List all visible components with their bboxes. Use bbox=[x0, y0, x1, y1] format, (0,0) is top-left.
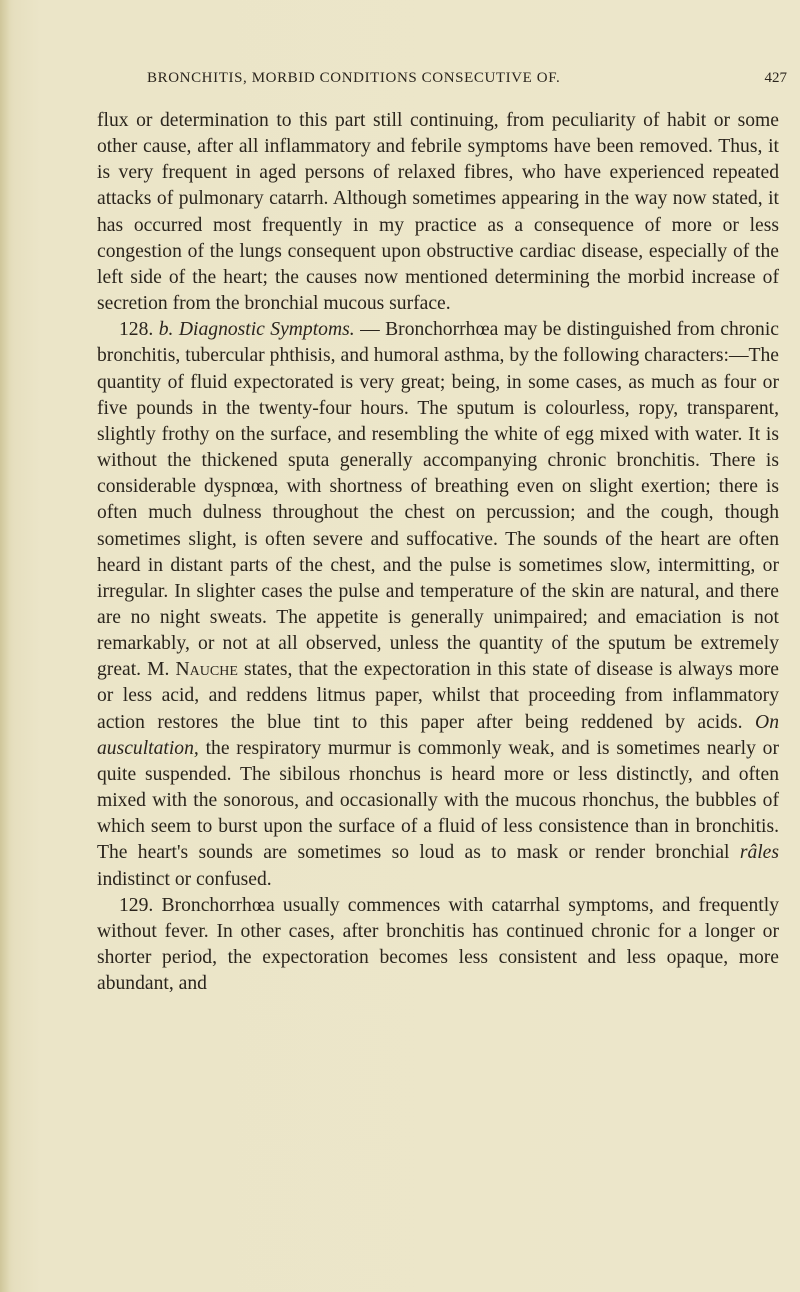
paragraph-129 bbox=[97, 893, 779, 998]
body-text bbox=[97, 108, 779, 997]
section-number: 128. bbox=[119, 319, 154, 341]
author-name: Nauche bbox=[175, 659, 238, 681]
author-prefix: M. bbox=[147, 659, 170, 681]
section-heading: Diagnostic Symptoms. bbox=[178, 319, 355, 341]
paragraph-text: — Bronchorrhœa may be distinguished from chronic bronchitis, tubercular phthisis, and humoral asthma, by the following characters:—The quantity of fluid expectorated is very great; being, in some cases, as much as four or five pounds in the twenty-four hours. The sputum is colourless, ropy, transparent, slightly frothy on the surface, and resembling the white of egg mixed with water. It is without the thickened sputa generally accompanying chronic bronchitis. There is considerable dyspnœa, with shortness of breathing even on slight exertion; there is often much dulness throughout the chest on percussion; and the cough, though sometimes slight, is often severe and suffocative. The sounds of the heart are often heard in distant parts of the chest, and the pulse is sometimes slow, intermitting, or irregular. In slighter cases the pulse and temperature of the skin are natural, and there are no night sweats. The appetite is generally unimpaired; and emaciation is not remarkably, or not at all observed, unless the quantity of the sputum be extremely great. bbox=[97, 319, 779, 681]
paragraph-128 bbox=[97, 317, 779, 892]
page-gutter bbox=[0, 0, 10, 1292]
paragraph-text: the respiratory murmur is commonly weak, and is sometimes nearly or quite suspended. The sibilous rhonchus is heard more or less distinctly, and often mixed with the sonorous, and occasionally with the mucous rhonchus, the bubbles of which seem to burst upon the surface of a fluid of less consistence than in bronchitis. The heart's sounds are sometimes so loud as to mask or render bronchial bbox=[97, 737, 779, 864]
page-header bbox=[147, 70, 787, 94]
running-head: BRONCHITIS, MORBID CONDITIONS CONSECUTIVE OF. bbox=[147, 70, 561, 86]
auscultation-heading: On auscultation, bbox=[97, 711, 779, 759]
paragraph-text: states, that the expectoration in this state of disease is always more or less acid, and reddens litmus paper, whilst that proceeding from inflammatory action restores the blue tint to this paper after being reddened by acids. bbox=[97, 659, 780, 733]
paragraph-text: Bronchorrhœa usually commences with catarrhal symptoms, and frequently without fever. In other cases, after bronchitis has continued chronic for a longer or shorter period, the expectoration becomes less consistent and less opaque, more abundant, and bbox=[97, 894, 779, 995]
paragraph-continued: flux or determination to this part still continuing, from peculiarity of habit or some other cause, after all inflammatory and febrile symptoms have been removed. Thus, it is very frequent in aged persons of relaxed fibres, who have experienced repeated attacks of pulmonary catarrh. Although sometimes appearing in the way now stated, it has occurred most frequently in my practice as a consequence of more or less congestion of the lungs consequent upon obstructive cardiac disease, especially of the left side of the heart; the causes now mentioned determining the morbid increase of secretion from the bronchial mucous surface. bbox=[97, 110, 779, 315]
section-number: 129. bbox=[119, 894, 154, 916]
rales-term: râles bbox=[739, 842, 779, 864]
page-number: 427 bbox=[764, 70, 787, 86]
section-letter: b. bbox=[158, 319, 174, 341]
paragraph-text: indistinct or confused. bbox=[97, 868, 272, 890]
